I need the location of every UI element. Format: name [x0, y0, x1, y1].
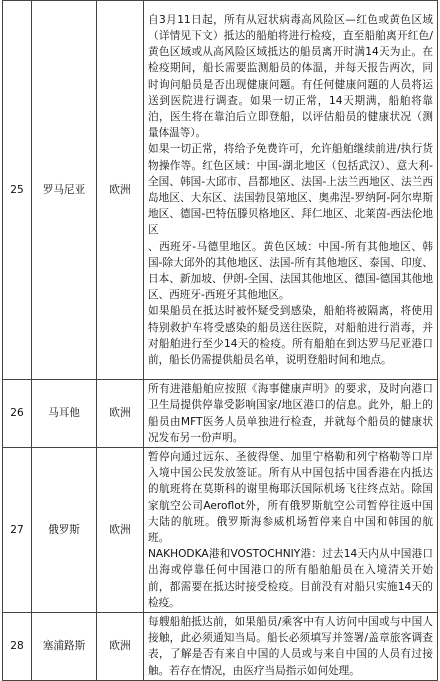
row-number: 25	[3, 1, 32, 380]
row-number: 28	[3, 613, 32, 681]
table-row	[3, 613, 438, 681]
table-row	[3, 1, 438, 380]
regulations-table	[2, 0, 438, 681]
measures-text	[144, 613, 438, 681]
measures-paragraph: 所有进港船舶应按照《海事健康声明》的要求，及时向港口卫生局提供停靠受影响国家/地区港口的信息。此外，船上的船员由MFT医务人员单独进行检查，并就每个船员的健康状况发布另一份声明。	[148, 383, 433, 444]
row-number: 27	[3, 448, 32, 613]
region-name: 欧洲	[97, 448, 144, 613]
table-row	[3, 448, 438, 613]
region-name: 欧洲	[97, 613, 144, 681]
country-name: 塞浦路斯	[32, 613, 97, 681]
measures-paragraph: 如果船员在抵达时被怀疑受到感染，船舶将被隔离，将使用特别救护车将受感染的船员送往医院，对船舶进行消毒，并对船舶进行至少14天的检疫。所有船舶在到达罗马尼亚港口前，船长仍需提供船员名单，说明登船时间和地点。	[148, 305, 433, 367]
region-name: 欧洲	[97, 380, 144, 448]
table-row	[3, 380, 438, 448]
measures-paragraph: 自3月11日起，所有从冠状病毒高风险区—红色或黄色区域（详情见下文）抵达的船舶将进行检疫，直至船舶离开红色/黄色区域或从高风险区域抵达的船员离开时满14天为止。在检疫期间，船长需要监测船员的体温，并每天报告两次，同时询问船员是否出现健康问题。有任何健康问题的人员将运送到医院进行调查。如果一切正常，14天期满，船舶将靠泊，医生将在靠泊后立即登船，以评估船员的健康状况（测量体温等）。	[148, 13, 433, 140]
measures-paragraph: 暂停向通过远东、圣彼得堡、加里宁格勒和列宁格勒等口岸入境中国公民发放签证。所有从中国包括中国香港在内抵达的航班将在莫斯科的谢里梅耶沃国际机场飞往终点站。除国家航空公司Aeroflot外，所有俄罗斯航空公司暂停往返中国大陆的航班。俄罗斯海参威机场暂停来自中国和韩国的航班。	[148, 451, 433, 545]
country-name: 马耳他	[32, 380, 97, 448]
measures-text	[144, 1, 438, 380]
measures-paragraph: NAKHODKA港和VOSTOCHNIY港：过去14天内从中国港口出海或停靠任何中国港口的所有船舶船员在入境清关开始前，都需要在抵达时接受检疫。目前没有对船只实施14天的检疫。	[148, 548, 433, 609]
measures-text	[144, 448, 438, 613]
measures-paragraph: 如果一切正常，将给予免费许可，允许船舶继续前进/执行货物操作等。红色区域：中国-湖北地区（包括武汉）、意大利-全国、韩国-大邱市、昌都地区、法国-上法兰西地区、法兰西岛地区、大东区、法国勃艮第地区、奥弗涅-罗纳阿-阿尔卑斯地区、德国-巴特伍滕贝格地区、拜仁地区、北莱茵-西法伦地区	[148, 143, 433, 237]
row-number: 26	[3, 380, 32, 448]
measures-paragraph: 、西班牙-马德里地区。黄色区域：中国-所有其他地区、韩国-除大邱外的其他地区、法国-所有其他地区、泰国、印度、日本、新加坡、伊朗-全国、法国其他地区、德国-德国其他地区、西班牙-西班牙其他地区。	[148, 240, 433, 302]
region-name: 欧洲	[97, 1, 144, 380]
country-name: 罗马尼亚	[32, 1, 97, 380]
country-name: 俄罗斯	[32, 448, 97, 613]
measures-paragraph: 每艘船舶抵达前，如果船员/乘客中有人访问中国或与中国人接触，此必须通知当局。船长必须填写并签署/盖章旅客调查表，了解是否有来自中国的人员或与来自中国的人员有过接触。若存在情况，由医疗当局指示如何处理。	[148, 616, 433, 677]
measures-text	[144, 380, 438, 448]
